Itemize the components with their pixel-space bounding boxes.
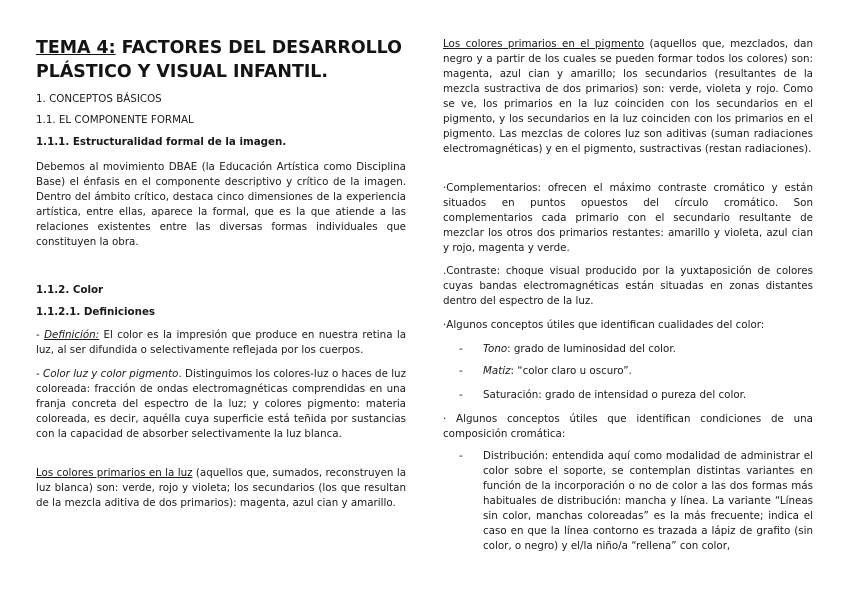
title-rest: FACTORES DEL DESARROLLO PLÁSTICO Y VISUAL INFANTIL.: [36, 38, 402, 82]
definicion-label: Definición:: [44, 329, 100, 341]
paragraph-primarios-pigmento: [443, 37, 813, 157]
color-luz-label: Color luz y color pigmento: [43, 368, 179, 380]
list-item-matiz: [483, 364, 813, 379]
list-item-distribucion: Distribución: entendida aquí como modalidad de administrar el color sobre el soporte, se contemplan distintas variantes en función de la incorporación o no de color a las dos formas más habituales de distribución: mancha y línea. La variante “Líneas sin color, manchas coloreadas” es la más frecuente; indica el caso en que la línea contorno es trazada a lápiz de grafito (sin color, o negro) y el/la niño/a “rellena” con color,: [483, 450, 813, 552]
matiz-label: Matiz: [483, 365, 511, 377]
primarios-luz-label: Los colores primarios en la luz: [36, 467, 193, 479]
paragraph-color-luz-pigmento: [36, 367, 406, 442]
list-item-tono: [483, 342, 813, 357]
bullet-dash: -: [459, 450, 463, 462]
heading-conceptos-basicos: 1. CONCEPTOS BÁSICOS: [36, 93, 162, 105]
definicion-text: El color es la impresión que produce en nuestra retina la luz, al ser difundida o selectivamente reflejada por los cuerpos.: [36, 329, 407, 356]
primarios-pigmento-label: Los colores primarios en el pigmento: [443, 38, 645, 50]
paragraph-cualidades: ·Algunos conceptos útiles que identifican cualidades del color:: [443, 319, 765, 331]
heading-estructuralidad: 1.1.1. Estructuralidad formal de la imagen.: [36, 136, 287, 148]
bullet-dash: -: [459, 343, 463, 355]
color-luz-prefix: -: [36, 368, 44, 380]
paragraph-complementarios: ·Complementarios: ofrecen el máximo contraste cromático y están situados en puntos opuestos del círculo cromático. Son complementarios cada primario con el secundario resultante de mezclar los otros dos primarios restantes: amarillo y violeta, azul cian y rojo, magenta y verde.: [443, 182, 813, 254]
color-luz-text: . Distinguimos los colores-luz o haces de luz coloreada: fracción de ondas electromagnéticas comprendidas en una franja concreta del espectro de la luz; y colores pigmento: materia coloreada, es decir, aquélla cuya superficie está teñida por sustancias con la capacidad de absorber selectivamente la luz blanca.: [36, 368, 406, 440]
paragraph-definicion: [36, 328, 406, 358]
paragraph-primarios-luz: [36, 466, 406, 511]
tono-text: : grado de luminosidad del color.: [507, 343, 676, 355]
heading-componente-formal: 1.1. EL COMPONENTE FORMAL: [36, 114, 194, 126]
paragraph-contraste: .Contraste: choque visual producido por la yuxtaposición de colores cuyas bandas electromagnéticas están situadas en zonas distantes dentro del espectro de la luz.: [443, 265, 813, 307]
page-title: [36, 36, 406, 84]
heading-definiciones: 1.1.2.1. Definiciones: [36, 306, 156, 318]
heading-color: 1.1.2. Color: [36, 284, 104, 296]
list-item-saturacion: Saturación: grado de intensidad o pureza del color.: [483, 389, 747, 401]
primarios-luz-text: (aquellos que, sumados, reconstruyen la luz blanca) son: verde, rojo y violeta; los secundarios (los que resultan de la mezcla aditiva de dos primarios): magenta, azul cian y amarillo.: [36, 467, 406, 509]
primarios-pigmento-text: (aquellos que, mezclados, dan negro y a partir de los cuales se pueden formar todos los colores) son: magenta, azul cian y amarillo; los secundarios (resultantes de la mezcla sustractiva de dos primarios) son: verde, violeta y rojo. Como se ve, los primarios en la luz coinciden con los secundarios en el pigmento, y los secundarios en la luz coinciden con los primarios en el pigmento. Las mezclas de colores luz son aditivas (suman radiaciones electromagnéticas) y en el pigmento, sustractivas (restan radiaciones).: [443, 38, 813, 155]
bullet-dash: -: [459, 365, 463, 377]
definicion-prefix: -: [36, 329, 45, 341]
bullet-dash: -: [459, 389, 463, 401]
paragraph-condiciones: · Algunos conceptos útiles que identifican condiciones de una composición cromática:: [443, 413, 813, 440]
matiz-text: : “color claro u oscuro”.: [510, 365, 632, 377]
title-lead: TEMA 4:: [36, 38, 116, 58]
paragraph-dbae: Debemos al movimiento DBAE (la Educación Artística como Disciplina Base) el énfasis en el componente descriptivo y crítico de la imagen. Dentro del ámbito crítico, destaca cinco dimensiones de la experiencia artística, entre ellas, aparece la formal, que es la que atiende a las relaciones existentes entre las diversas formas individuales que constituyen la obra.: [36, 161, 406, 248]
tono-label: Tono: [483, 343, 508, 355]
